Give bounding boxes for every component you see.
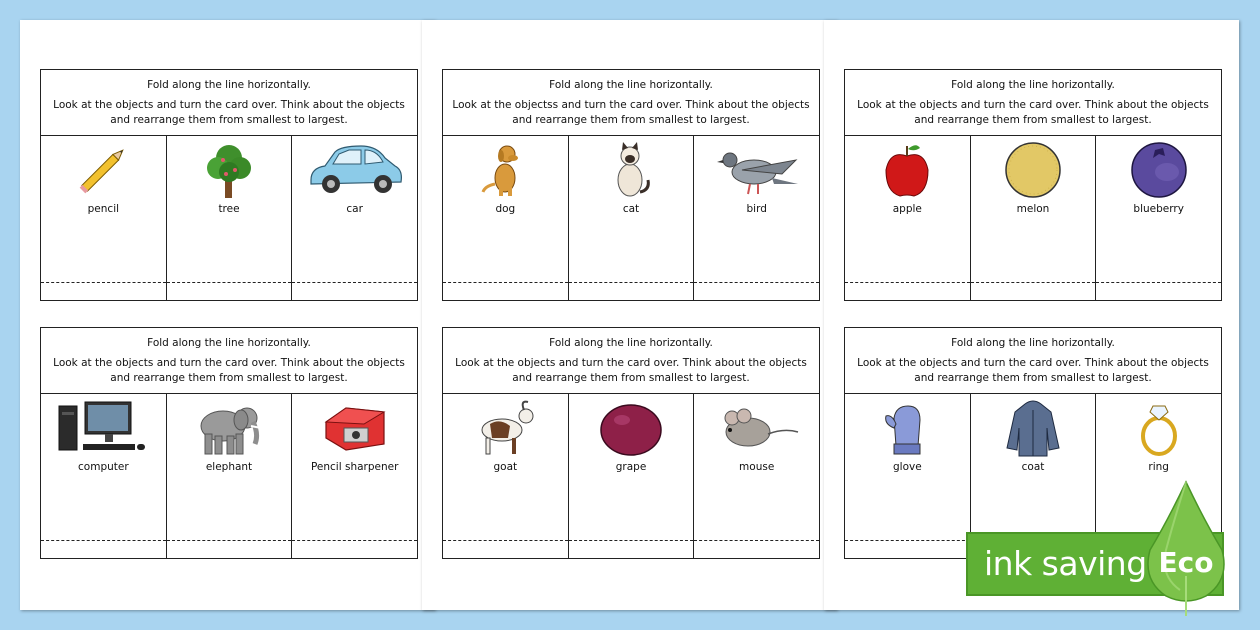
cat-icon (569, 140, 694, 200)
item-label: Pencil sharpener (310, 461, 399, 473)
pencil-sharpener-icon (292, 398, 417, 458)
fold-line (292, 540, 417, 541)
item-label: tree (218, 203, 240, 215)
fold-instruction: Fold along the line horizontally. (549, 79, 713, 91)
blueberry-icon (1096, 140, 1221, 200)
ring-icon (1096, 398, 1221, 458)
fold-line (845, 540, 970, 541)
item-cell (845, 394, 971, 558)
item-cell (443, 394, 569, 558)
item-cell (41, 136, 167, 300)
item-cell (292, 136, 417, 300)
item-label: computer (78, 461, 129, 473)
fold-line (443, 282, 568, 283)
pencil-icon (41, 140, 166, 200)
fold-line (41, 282, 166, 283)
fold-line (971, 282, 1096, 283)
tree-icon (167, 140, 292, 200)
goat-icon (443, 398, 568, 458)
item-cell (694, 394, 819, 558)
item-label: grape (615, 461, 647, 473)
task-instruction: Look at the objectss and turn the card over. Think about the objects and rearrange them from smallest to largest. (452, 99, 810, 126)
task-instruction: Look at the objects and turn the card over. Think about the objects and rearrange them from smallest to largest. (53, 357, 405, 384)
sort-card-2 (442, 69, 820, 301)
item-label: coat (1021, 461, 1045, 473)
item-cell (971, 136, 1097, 300)
item-label: apple (892, 203, 922, 215)
elephant-icon (167, 398, 292, 458)
task-instruction: Look at the objects and turn the card over. Think about the objects and rearrange them from smallest to largest. (455, 357, 807, 384)
card-header (845, 328, 1221, 394)
item-label: mouse (739, 461, 775, 473)
item-cell (845, 136, 971, 300)
fold-line (167, 282, 292, 283)
card-header (845, 70, 1221, 136)
eco-drop-icon (1144, 480, 1228, 620)
fold-line (569, 540, 694, 541)
apple-icon (845, 140, 970, 200)
fold-line (41, 540, 166, 541)
task-instruction: Look at the objects and turn the card over. Think about the objects and rearrange them from smallest to largest. (857, 357, 1209, 384)
fold-instruction: Fold along the line horizontally. (951, 79, 1115, 91)
card-header (443, 328, 819, 394)
fold-instruction: Fold along the line horizontally. (147, 337, 311, 349)
fold-line (167, 540, 292, 541)
item-label: melon (1016, 203, 1050, 215)
item-label: ring (1148, 461, 1169, 473)
task-instruction: Look at the objects and turn the card over. Think about the objects and rearrange them from smallest to largest. (857, 99, 1209, 126)
item-label: pencil (87, 203, 120, 215)
fold-instruction: Fold along the line horizontally. (147, 79, 311, 91)
item-cell (292, 394, 417, 558)
item-cell (167, 136, 293, 300)
badge-text: ink saving (984, 544, 1147, 583)
task-instruction: Look at the objects and turn the card over. Think about the objects and rearrange them from smallest to largest. (53, 99, 405, 126)
item-cell (569, 136, 695, 300)
fold-line (845, 282, 970, 283)
glove-icon (845, 398, 970, 458)
card-header (41, 70, 417, 136)
sheet-2 (422, 20, 837, 610)
item-label: car (346, 203, 363, 215)
item-label: glove (892, 461, 922, 473)
item-cell (569, 394, 695, 558)
item-label: goat (493, 461, 518, 473)
item-label: dog (495, 203, 516, 215)
fold-line (694, 540, 819, 541)
computer-icon (41, 398, 166, 458)
fold-line (694, 282, 819, 283)
item-cell (1096, 136, 1221, 300)
fold-instruction: Fold along the line horizontally. (549, 337, 713, 349)
grape-icon (569, 398, 694, 458)
item-label: bird (746, 203, 767, 215)
card-header (443, 70, 819, 136)
eco-label: Eco (1158, 546, 1214, 579)
fold-instruction: Fold along the line horizontally. (951, 337, 1115, 349)
sort-card-5 (442, 327, 820, 559)
coat-icon (971, 398, 1096, 458)
fold-line (292, 282, 417, 283)
melon-icon (971, 140, 1096, 200)
fold-line (1096, 282, 1221, 283)
item-label: blueberry (1133, 203, 1184, 215)
sort-card-3 (844, 69, 1222, 301)
item-cell (41, 394, 167, 558)
sort-card-4 (40, 327, 418, 559)
item-cell (694, 136, 819, 300)
fold-line (443, 540, 568, 541)
sort-card-1 (40, 69, 418, 301)
dog-icon (443, 140, 568, 200)
car-icon (292, 140, 417, 200)
item-cell (443, 136, 569, 300)
mouse-icon (694, 398, 819, 458)
item-cell (167, 394, 293, 558)
item-label: elephant (205, 461, 253, 473)
card-header (41, 328, 417, 394)
bird-icon (694, 140, 819, 200)
item-label: cat (622, 203, 640, 215)
fold-line (569, 282, 694, 283)
sheet-1 (20, 20, 435, 610)
